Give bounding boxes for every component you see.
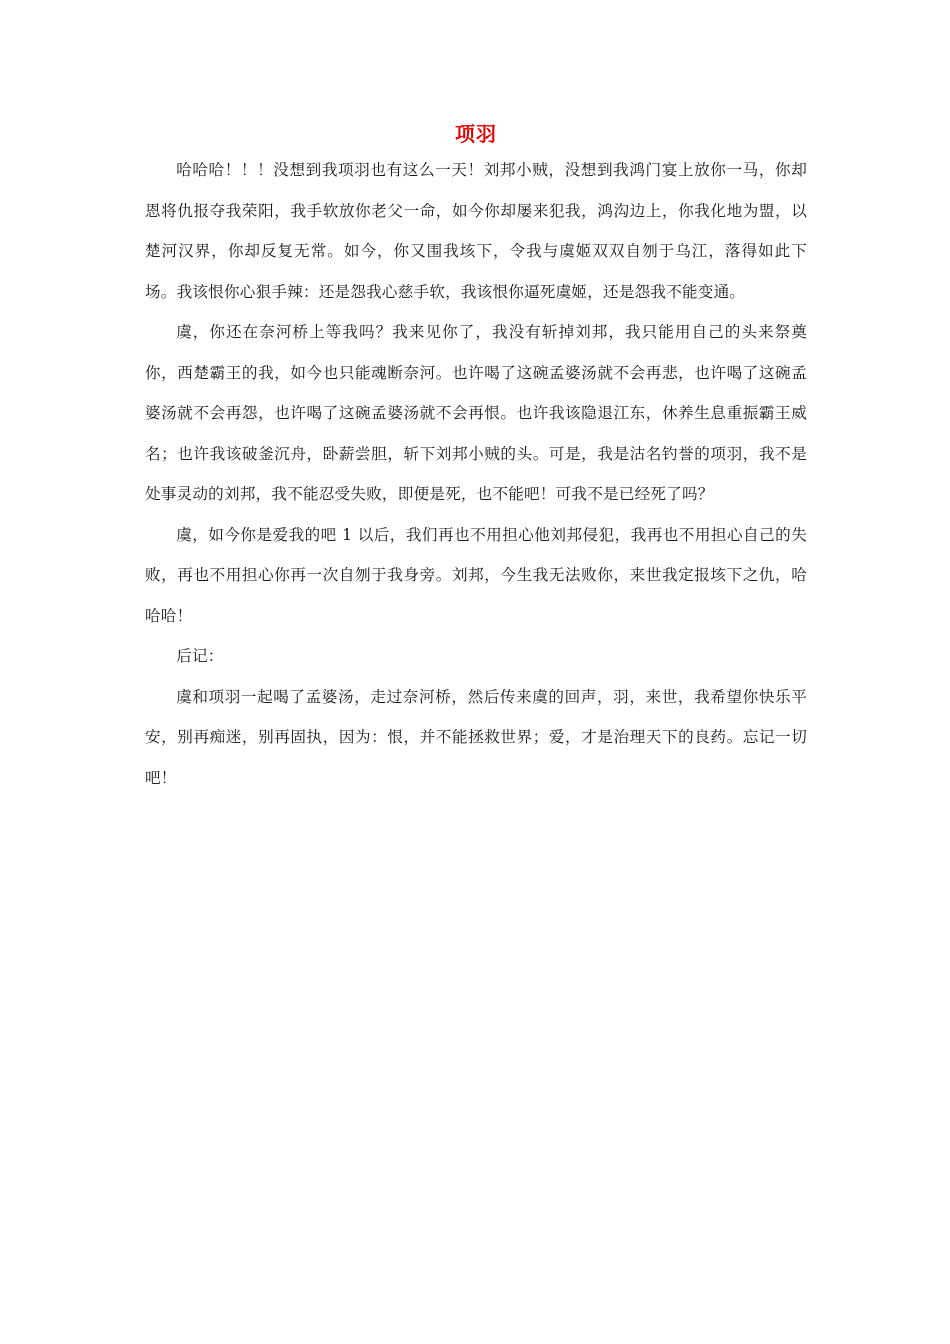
document-page: [145, 118, 807, 798]
afterword-heading: 后记：: [176, 647, 224, 665]
paragraph-2: 虞，你还在奈河桥上等我吗？我来见你了，我没有斩掉刘邦，我只能用自己的头来祭奠你，西楚霸王的我，如今也只能魂断奈河。也许喝了这碗孟婆汤就不会再悲，也许喝了这碗孟婆汤就不会再怨，也许喝了这碗孟婆汤就不会再恨。也许我该隐退江东，休养生息重振霸王威名；也许我该破釜沉舟，卧薪尝胆，斩下刘邦小贼的头。可是，我是沽名钓誉的项羽，我不是处事灵动的刘邦，我不能忍受失败，即便是死，也不能吧！可我不是已经死了吗？: [145, 323, 807, 503]
paragraph-3: 虞，如今你是爱我的吧 1 以后，我们再也不用担心他刘邦侵犯，我再也不用担心自己的失败，再也不用担心你再一次自刎于我身旁。刘邦，今生我无法败你，来世我定报垓下之仇，哈哈哈！: [145, 525, 807, 625]
paragraph-afterword: 虞和项羽一起喝了孟婆汤，走过奈河桥，然后传来虞的回声，羽，来世，我希望你快乐平安，别再痴迷，别再固执，因为：恨，并不能拯救世界；爱，才是治理天下的良药。忘记一切吧！: [145, 687, 807, 787]
document-title: 项羽: [455, 122, 497, 146]
paragraph-1: 哈哈哈！！！没想到我项羽也有这么一天！刘邦小贼，没想到我鸿门宴上放你一马，你却恩将仇报夺我荣阳，我手软放你老父一命，如今你却屡来犯我，鸿沟边上，你我化地为盟，以楚河汉界，你却反复无常。如今，你又围我垓下，令我与虞姬双双自刎于乌江，落得如此下场。我该恨你心狠手辣：还是怨我心慈手软，我该恨你逼死虞姬，还是怨我不能变通。: [145, 161, 807, 301]
